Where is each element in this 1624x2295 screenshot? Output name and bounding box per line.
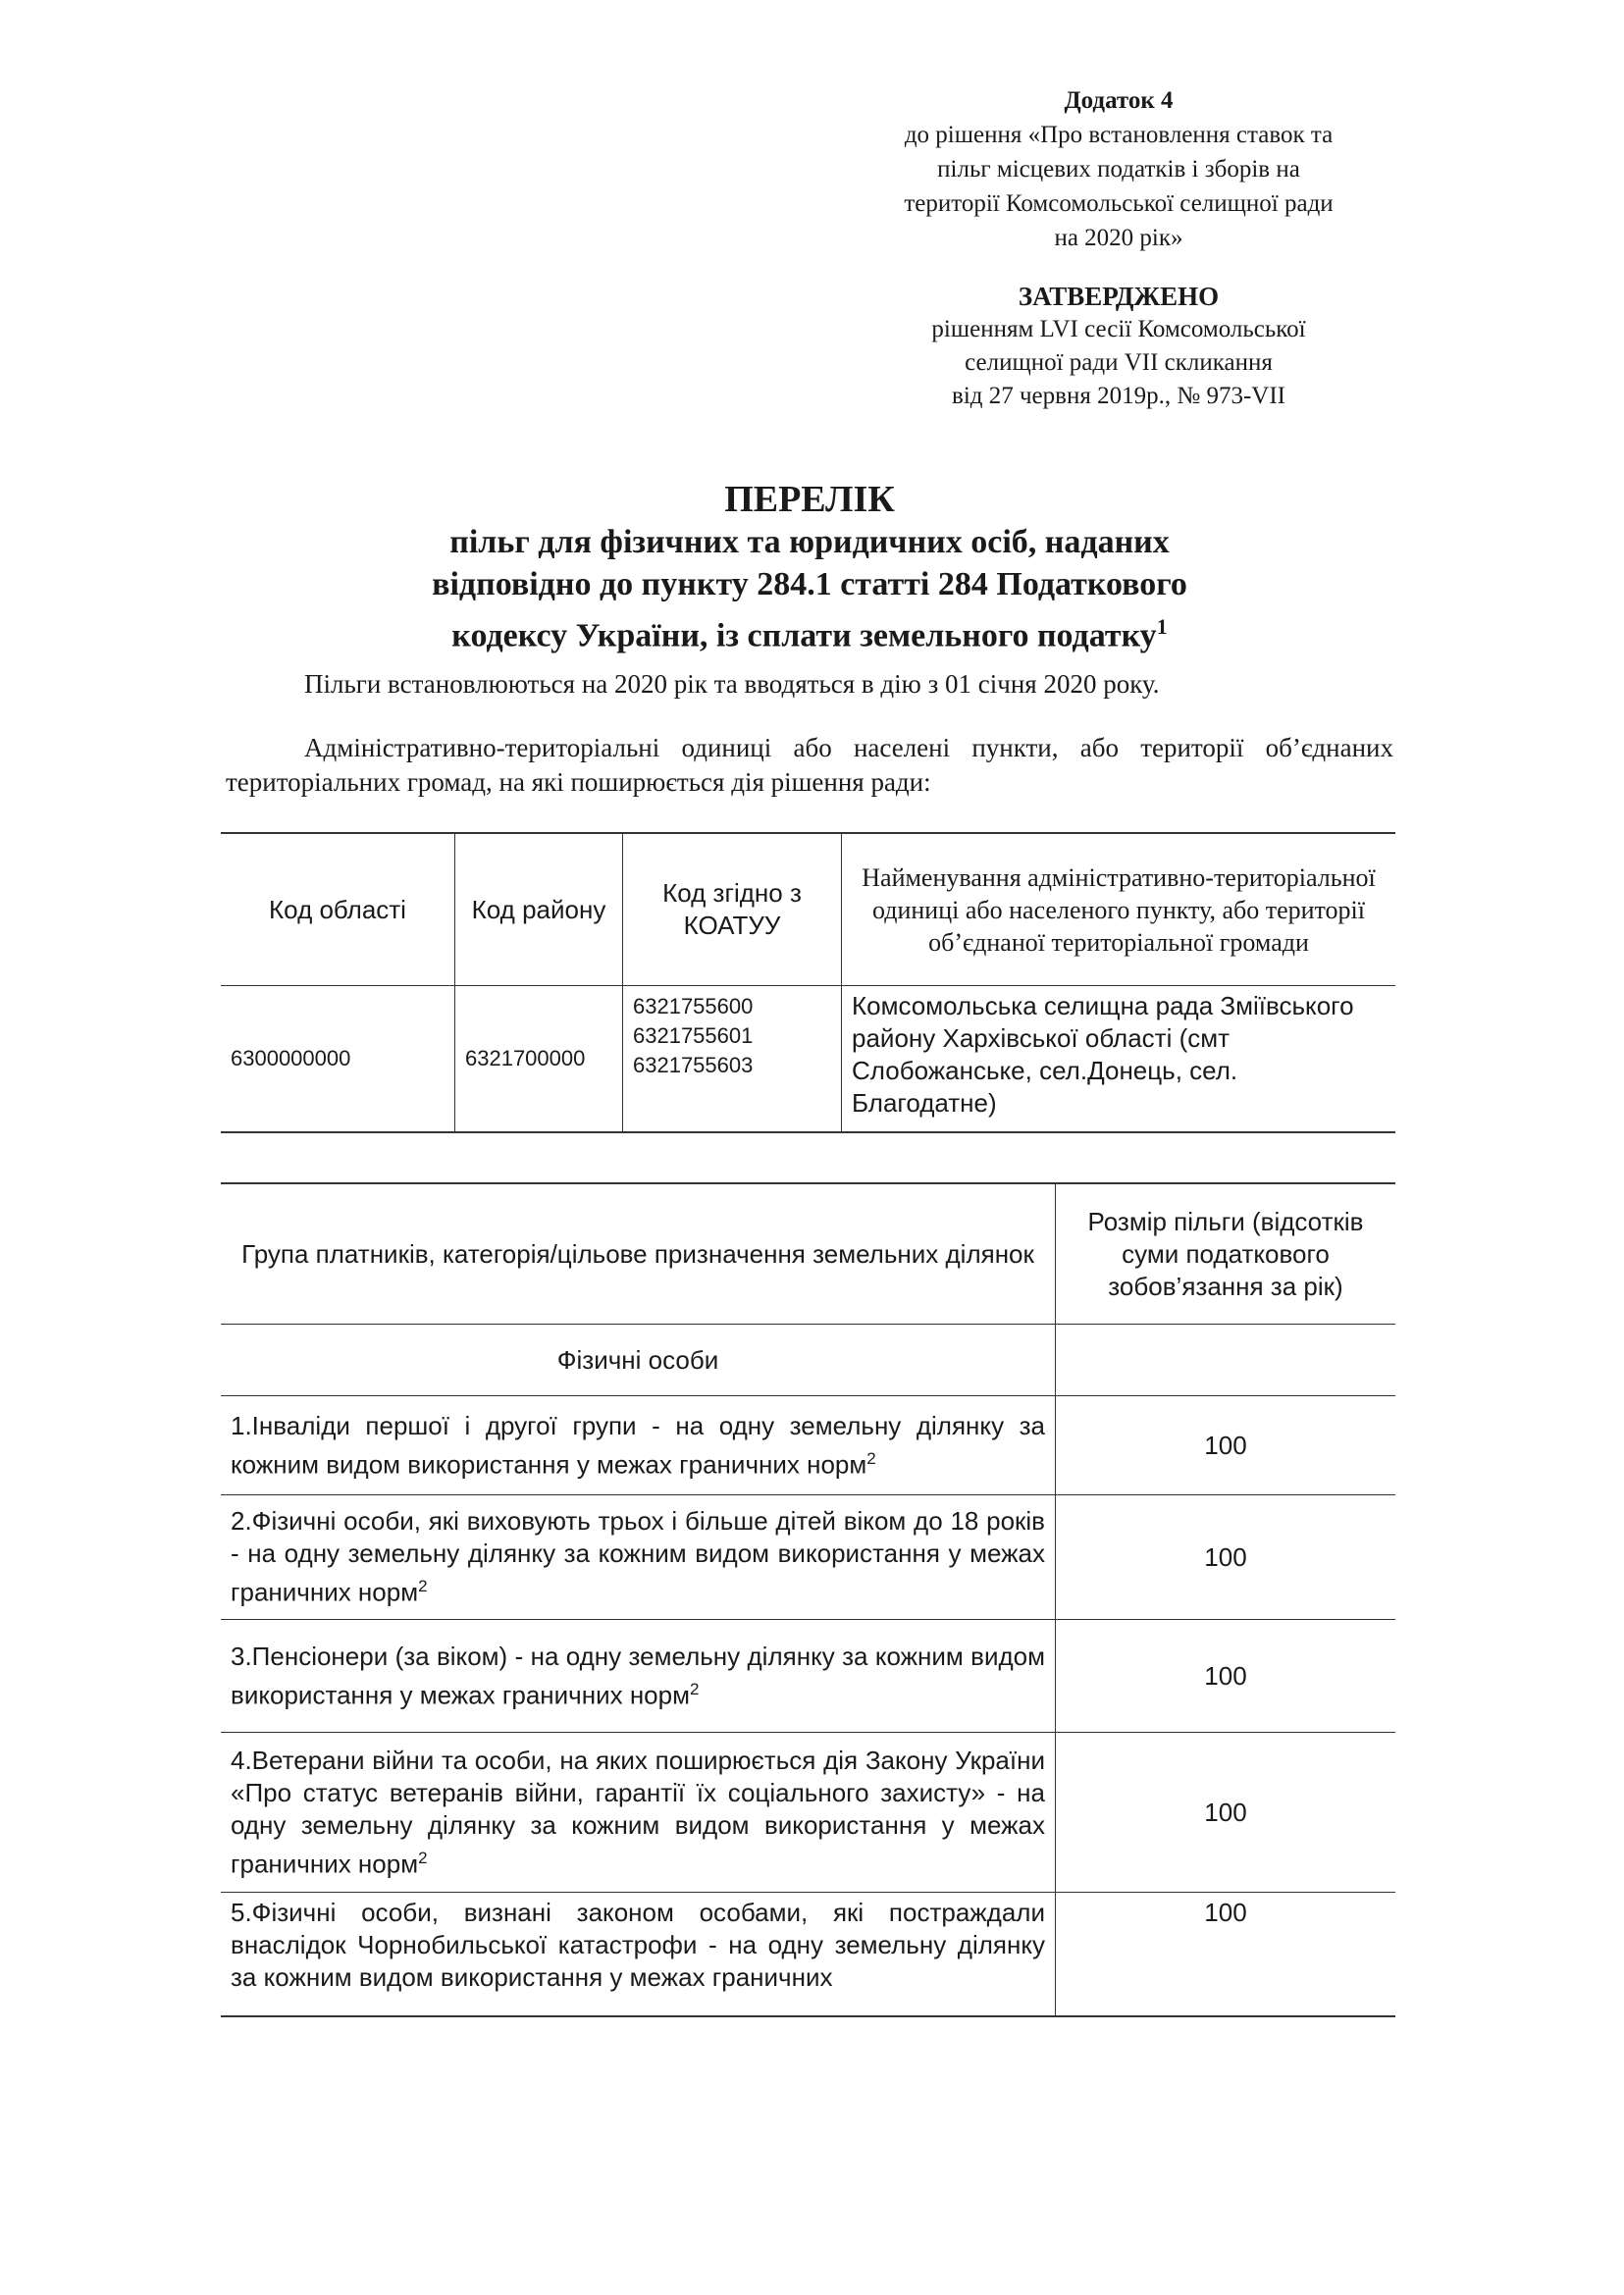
table-row (221, 1396, 1395, 1495)
benefit-value: 100 (1056, 1620, 1396, 1733)
benefit-value: 100 (1056, 1495, 1396, 1620)
approval-line: рішенням LVI сесії Комсомольської (931, 316, 1306, 342)
annex-line: пільг місцевих податків і зборів на (937, 156, 1300, 183)
column-header: Група платників, категорія/цільове призначення земельних ділянок (221, 1183, 1056, 1325)
annex-title: Додаток 4 (1064, 87, 1174, 114)
footnote-mark: 2 (866, 1448, 876, 1468)
koatuu-code: 6321755603 (633, 1053, 754, 1077)
footnote-mark: 2 (418, 1577, 428, 1596)
benefit-value: 100 (1056, 1733, 1396, 1893)
document-heading (221, 479, 1398, 656)
column-header: Код області (221, 833, 455, 986)
benefit-value: 100 (1056, 1396, 1396, 1495)
column-header: Найменування адміністративно-територіальної одиниці або населеного пункту, або території об’єднаної територіальної громади (842, 833, 1396, 986)
benefit-description: 5.Фізичні особи, визнані законом особами, які постраждали внаслідок Чорнобильської катастрофи - на одну земельну ділянку за кожним видом використання у межах граничних (221, 1893, 1056, 2017)
koatuu-cell (623, 986, 842, 1133)
column-header: Код згідно з КОАТУУ (623, 833, 842, 986)
table-header-row (221, 1183, 1395, 1325)
koatuu-code: 6321755600 (633, 994, 754, 1018)
annex-line: до рішення «Про встановлення ставок та (904, 122, 1334, 148)
approval-line: селищної ради VII скликання (965, 349, 1273, 376)
column-header: Розмір пільги (відсотків суми податкового зобов’язання за рік) (1056, 1183, 1396, 1325)
footnote-mark: 2 (689, 1679, 700, 1698)
annex-block (844, 83, 1393, 255)
section-row (221, 1325, 1395, 1396)
annex-line: на 2020 рік» (1054, 225, 1183, 251)
benefits-table (221, 1182, 1395, 2017)
annex-line: території Комсомольської селищної ради (904, 190, 1334, 217)
benefit-value: 100 (1056, 1893, 1396, 2017)
benefit-description: 4.Ветерани війни та особи, на яких поширюється дія Закону України «Про статус ветеранів війни, гарантії їх соціального захисту» - на одну земельну ділянку за кожним видом використання у межах граничних норм$^2$ (221, 1733, 1056, 1893)
koatuu-code: 6321755601 (633, 1023, 754, 1048)
heading-line: кодексу України, із сплати земельного податку$^1$ (451, 614, 1168, 654)
approval-title: ЗАТВЕРДЖЕНО (1018, 282, 1220, 311)
table-row (221, 986, 1395, 1133)
territory-table (221, 832, 1395, 1133)
empty-cell (1056, 1325, 1396, 1396)
district-code-cell: 6321700000 (455, 986, 623, 1133)
approval-block (864, 280, 1374, 413)
table-header-row (221, 833, 1395, 986)
table-row (221, 1893, 1395, 2017)
benefit-description: 1.Інваліди першої і другої групи - на одну земельну ділянку за кожним видом використання у межах граничних норм$^2$ (221, 1396, 1056, 1495)
section-label: Фізичні особи (221, 1325, 1056, 1396)
table-row (221, 1495, 1395, 1620)
territory-name-cell: Комсомольська селищна рада Зміївського району Хархівської області (смт Слобожанське, сел.Донець, сел. Благодатне) (842, 986, 1396, 1133)
heading-line: пільг для фізичних та юридичних осіб, наданих (449, 524, 1170, 560)
footnote-mark: 1 (1156, 614, 1168, 639)
table-row (221, 1733, 1395, 1893)
heading-line: відповідно до пункту 284.1 статті 284 Податкового (432, 566, 1187, 602)
benefit-description: 2.Фізичні особи, які виховують трьох і більше дітей віком до 18 років - на одну земельну ділянку за кожним видом використання у межах граничних норм$^2$ (221, 1495, 1056, 1620)
intro-paragraph: Адміністративно-територіальні одиниці або населені пункти, або території об’єднаних територіальних громад, на які поширюється дія рішення ради: (226, 733, 1393, 797)
region-code-cell: 6300000000 (221, 986, 455, 1133)
column-header: Код району (455, 833, 623, 986)
table-row (221, 1620, 1395, 1733)
heading-title: ПЕРЕЛІК (724, 479, 895, 520)
benefit-description: 3.Пенсіонери (за віком) - на одну земельну ділянку за кожним видом використання у межах граничних норм$^2$ (221, 1620, 1056, 1733)
intro-paragraph: Пільги встановлюються на 2020 рік та вводяться в дію з 01 січня 2020 року. (304, 669, 1160, 699)
footnote-mark: 2 (418, 1848, 428, 1867)
approval-line: від 27 червня 2019р., № 973-VII (952, 383, 1285, 409)
